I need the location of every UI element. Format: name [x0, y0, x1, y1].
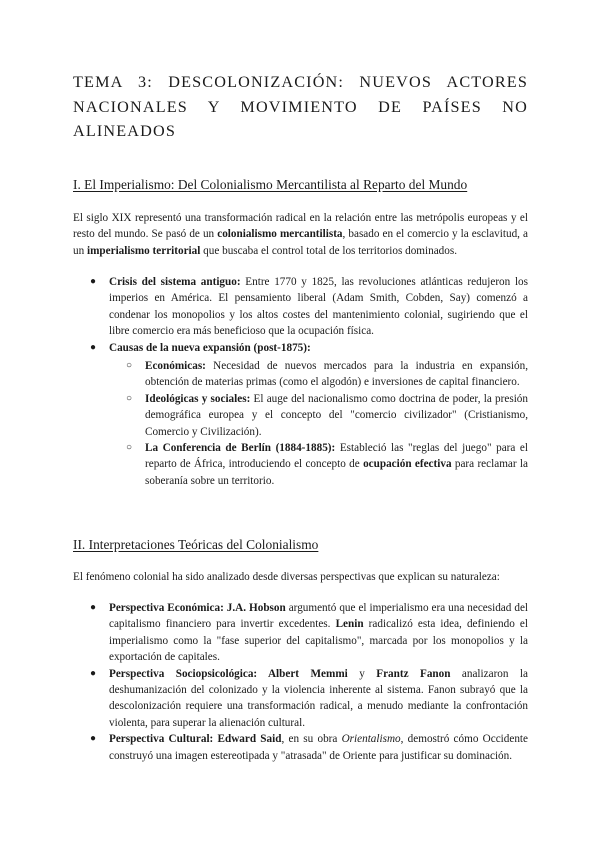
section-2-intro: El fenómeno colonial ha sido analizado desde diversas perspectivas que explican su naturaleza:: [73, 571, 500, 583]
sub-list-item: ○ La Conferencia de Berlín (1884-1885): Estableció las "reglas del juego" para el reparto de África, introduciendo el concepto de ocupación efectiva para reclamar la soberanía sobre un territorio.: [126, 442, 529, 487]
section-2-heading: II. Interpretaciones Teóricas del Colonialismo: [73, 537, 319, 552]
circle-bullet-icon: ○: [126, 360, 133, 372]
section-1-intro: El siglo XIX representó una transformación radical en la relación entre las metrópolis europeas y el resto del mundo. Se pasó de un colonialismo mercantilista, basado en el comercio y la esclavitud, a un imperialismo territorial que buscaba el control total de los territorios dominados.: [73, 212, 528, 257]
sub-list: [109, 358, 528, 489]
sub-list-item: ○ Económicas: Necesidad de nuevos mercados para la industria en expansión, obtención de materias primas (como el algodón) e inversiones de capital financiero.: [126, 360, 528, 389]
list-item: ● Perspectiva Económica: J.A. Hobson argumentó que el imperialismo era una necesidad del capitalismo financiero para invertir excedentes. Lenin radicalizó esta idea, definiendo el imperialismo como la "fase superior del capitalismo", marcada por los monopolios y la exportación de capitales.: [90, 602, 529, 664]
bullet-icon: ●: [90, 733, 97, 745]
document-title: TEMA 3: DESCOLONIZACIÓN: NUEVOS ACTORES NACIONALES Y MOVIMIENTO DE PAÍSES NO ALINEADOS: [73, 73, 528, 140]
section-1-bullet-list: [73, 274, 528, 489]
list-item: ● Causas de la nueva expansión (post-1875): ○ Económicas: Necesidad de nuevos mercados para la industria en expansión, obtención de materias primas (como el algodón) e inversiones de capital financiero. ○ Ideológicas y sociales: El auge del nacionalismo como doctrina de poder, la presión demográfica europea y el concepto del "comercio civilizador" (Cristianismo, Comercio y Civilización). ○ La Conferencia de Berlín (1884-1885): Estableció las "reglas del juego" para el reparto de África, introduciendo el concepto de ocupación efectiva para reclamar la soberanía sobre un territorio.: [73, 340, 528, 490]
bullet-icon: ●: [90, 276, 97, 287]
circle-bullet-icon: ○: [126, 392, 133, 404]
section-1-heading: I. El Imperialismo: Del Colonialismo Mercantilista al Reparto del Mundo: [73, 177, 468, 192]
list-item: ● Crisis del sistema antiguo: Entre 1770 y 1825, las revoluciones atlánticas redujeron los imperios en América. El pensamiento liberal (Adam Smith, Cobden, Say) comenzó a condenar los monopolios y los altos costes del mantenimiento colonial, sugiriendo que el libre comercio era más beneficioso que la ocupación física.: [90, 276, 529, 338]
section-2-bullet-list: [73, 600, 528, 764]
sub-list-item: ○ Ideológicas y sociales: El auge del nacionalismo como doctrina de poder, la presión demográfica europea y el concepto del "comercio civilizador" (Cristianismo, Comercio y Civilización).: [126, 392, 528, 438]
bullet-icon: ●: [90, 602, 97, 613]
bullet-icon: ●: [90, 667, 97, 679]
list-item: ● Perspectiva Sociopsicológica: Albert Memmi y Frantz Fanon analizaron la deshumanización del colonizado y la violencia inherente al sistema. Fanon subrayó que la descolonización requiere una transformación radical, a menudo mediante la confrontación violenta, para superar la alienación cultural.: [90, 667, 528, 729]
circle-bullet-icon: ○: [126, 442, 133, 454]
list-item: ● Perspectiva Cultural: Edward Said, en su obra Orientalismo, demostró cómo Occidente construyó una imagen estereotipada y "atrasada" de Oriente para justificar su dominación.: [90, 733, 528, 762]
bullet-icon: ●: [90, 341, 97, 353]
